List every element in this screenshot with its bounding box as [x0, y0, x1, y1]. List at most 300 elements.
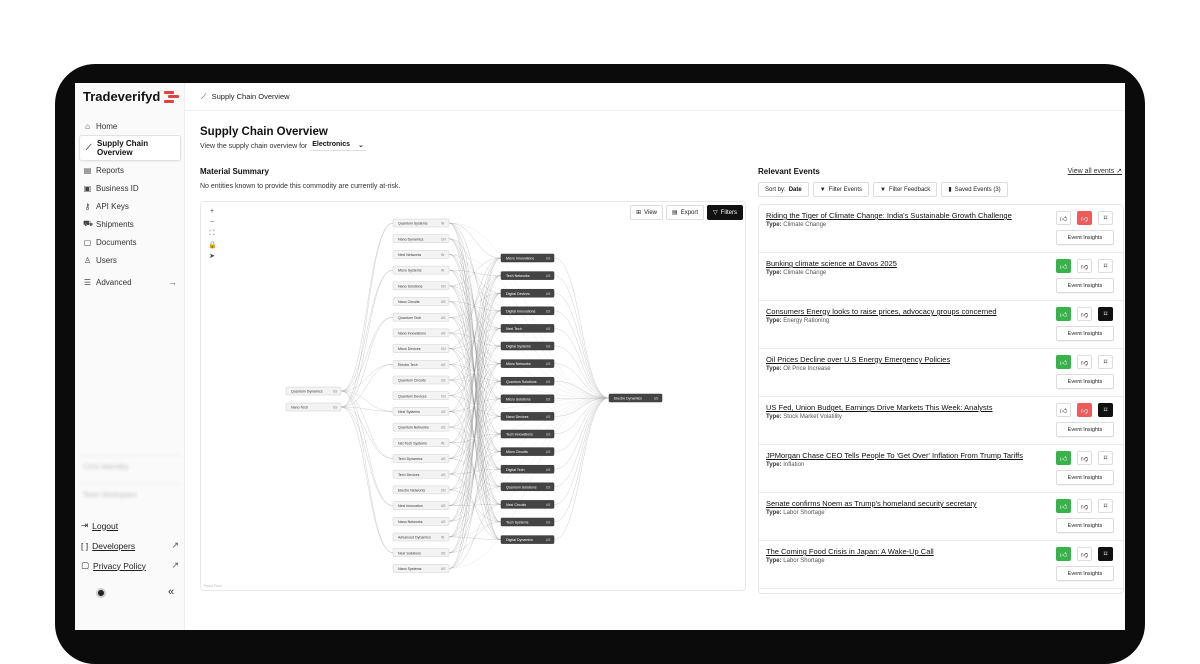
event-type-label: Type:: [766, 462, 782, 468]
bookmark-button[interactable]: [1098, 451, 1113, 465]
bookmark-button[interactable]: [1098, 211, 1113, 225]
node-country: US: [546, 256, 551, 261]
sort-label: Sort by:: [765, 186, 786, 193]
fit-view-icon[interactable]: ⛶: [209, 230, 215, 237]
diagram-node[interactable]: [501, 430, 554, 438]
node-country: US: [441, 567, 446, 571]
diagram-node[interactable]: [393, 298, 449, 306]
event-item: [759, 301, 1123, 349]
node-label: Nexi Circuits: [506, 503, 527, 507]
bookmark-icon: ⌑: [1103, 407, 1108, 414]
diagram-node[interactable]: [393, 392, 449, 400]
node-country: US: [441, 378, 446, 383]
diagram-node[interactable]: [501, 465, 554, 473]
external-link-icon: ↗: [171, 560, 179, 570]
view-all-events-link[interactable]: View all events ↗: [1067, 168, 1122, 175]
thumbs-up-button[interactable]: [1056, 403, 1071, 417]
node-country: IN: [441, 441, 445, 446]
thumbs-up-icon: 👍︎: [1059, 215, 1068, 223]
node-label: Quantum Devices: [398, 394, 427, 399]
thumbs-up-button[interactable]: [1056, 355, 1071, 369]
breadcrumb: [185, 83, 1125, 111]
thumbs-up-button[interactable]: [1056, 259, 1071, 273]
event-filters: [758, 182, 1008, 197]
diagram-node[interactable]: [393, 360, 449, 368]
thumbs-down-icon: 👎︎: [1080, 407, 1089, 415]
view-button[interactable]: [630, 205, 663, 220]
diagram-node[interactable]: [393, 533, 449, 541]
sidebar-item-home[interactable]: [79, 117, 181, 135]
node-label: Tech Networks: [506, 274, 530, 279]
diagram-node[interactable]: [286, 387, 341, 395]
event-type-value: Inflation: [783, 462, 805, 468]
bookmark-icon: ▮: [948, 187, 952, 193]
thumbs-up-button[interactable]: [1056, 307, 1071, 321]
sidebar-item-label: Users: [96, 255, 117, 265]
sidebar-item-users[interactable]: [79, 251, 181, 269]
node-label: Nexi Networks: [398, 253, 422, 257]
sidebar-nav: [79, 117, 181, 291]
event-insights-button[interactable]: Event Insights: [1056, 326, 1114, 341]
node-country: US: [546, 415, 551, 419]
event-type-label: Type:: [766, 510, 782, 516]
thumbs-down-button[interactable]: [1077, 307, 1092, 321]
node-country: US: [441, 504, 446, 509]
node-country: US: [546, 327, 551, 331]
node-country: US: [546, 467, 551, 472]
diagram-node[interactable]: [393, 266, 449, 274]
node-country: US: [441, 457, 446, 462]
arrow-right-icon: →: [168, 277, 177, 287]
sidebar-item-documents[interactable]: [79, 233, 181, 251]
event-item: [759, 541, 1123, 589]
thumbs-down-button[interactable]: [1077, 259, 1092, 273]
node-country: US: [441, 519, 446, 524]
event-list: [758, 204, 1124, 594]
material-summary-note: No entities known to provide this commodity are currently at-risk.: [200, 183, 401, 190]
sidebar-item-reports[interactable]: [79, 161, 181, 179]
external-link-icon: ↗: [171, 540, 179, 550]
bookmark-icon: ⌑: [1103, 311, 1108, 318]
event-type-label: Type:: [766, 270, 782, 276]
bookmark-icon: ⌑: [1103, 455, 1108, 462]
node-country: IN: [441, 268, 445, 273]
thumbs-up-icon: 👍︎: [1059, 263, 1068, 271]
event-type-value: Labor Shortage: [783, 558, 825, 564]
filter-icon: ▽: [713, 210, 718, 216]
bookmark-icon: ⌑: [1103, 359, 1108, 366]
node-label: Tech Innovations: [506, 432, 533, 437]
chart-line-icon: ⟋: [201, 91, 207, 101]
filter-icon: ▼: [819, 186, 826, 193]
chevron-down-icon: ⌄: [358, 142, 364, 149]
node-country: CN: [441, 237, 446, 242]
bookmark-button[interactable]: [1098, 259, 1113, 273]
node-country: US: [546, 344, 551, 349]
event-insights-button[interactable]: Event Insights: [1056, 422, 1114, 437]
thumbs-down-button[interactable]: [1077, 547, 1092, 561]
event-type: [766, 510, 825, 516]
lock-icon[interactable]: 🔒: [208, 242, 217, 249]
node-label: Micro Innovations: [506, 256, 535, 261]
filter-feedback-button[interactable]: [873, 182, 937, 197]
diagram-node[interactable]: [393, 439, 449, 447]
diagram-node[interactable]: [393, 517, 449, 525]
breadcrumb-current: Supply Chain Overview: [211, 92, 290, 101]
thumbs-down-button[interactable]: [1077, 499, 1092, 513]
diagram-node[interactable]: [609, 394, 662, 402]
developers-label: Developers: [92, 540, 136, 551]
event-type: [766, 414, 842, 420]
thumbs-up-button[interactable]: [1056, 499, 1071, 513]
event-insights-button[interactable]: Event Insights: [1056, 230, 1114, 245]
node-label: Quantum Systems: [398, 221, 428, 226]
event-title-link[interactable]: Consumers Energy looks to raise prices, advocacy groups concerned: [766, 307, 997, 316]
node-country: US: [546, 274, 551, 279]
diagram-node[interactable]: [501, 377, 554, 385]
diagram-node[interactable]: [501, 518, 554, 526]
diagram-node[interactable]: [501, 360, 554, 368]
event-type-label: Type:: [766, 414, 782, 420]
node-country: US: [441, 551, 446, 556]
thumbs-down-button[interactable]: [1077, 403, 1092, 417]
app-screen: [75, 83, 1125, 630]
node-label: Nexi Systems: [398, 410, 420, 414]
logo-mark-icon: [164, 90, 180, 104]
privacy-policy-link[interactable]: [81, 560, 179, 571]
logout-link[interactable]: [81, 520, 179, 531]
diagram-node[interactable]: [501, 483, 554, 491]
node-label: Digital Systems: [506, 344, 531, 349]
node-country: IN: [441, 535, 445, 540]
logout-label: Logout: [92, 520, 119, 531]
event-title-link[interactable]: Bunking climate science at Davos 2025: [766, 259, 897, 268]
file-export-icon: ▤: [672, 210, 678, 216]
node-label: Net Tech Systems: [398, 441, 427, 446]
node-label: Micro Devices: [398, 347, 421, 352]
node-country: IN: [441, 253, 445, 257]
event-title-link[interactable]: The Coming Food Crisis in Japan: A Wake-Up Call: [766, 547, 934, 556]
node-country: US: [546, 485, 551, 490]
node-label: Nano Dynamics: [398, 237, 424, 242]
bookmark-button[interactable]: [1098, 547, 1113, 561]
diagram-node[interactable]: [393, 219, 449, 227]
diagram-node[interactable]: [501, 324, 554, 332]
node-label: Quantum Dynamics: [291, 389, 323, 394]
diagram-node[interactable]: [501, 254, 554, 262]
node-label: Nano Solutions: [398, 284, 423, 289]
node-label: Nano Devices: [506, 415, 529, 419]
thumbs-up-button[interactable]: [1056, 451, 1071, 465]
diagram-node[interactable]: [501, 272, 554, 280]
event-insights-button[interactable]: Event Insights: [1056, 470, 1114, 485]
event-type: [766, 366, 831, 372]
node-label: Advanced Dynamics: [398, 535, 431, 540]
event-title-link[interactable]: Riding the Tiger of Climate Change: India's Sustainable Growth Challenge: [766, 211, 1012, 220]
event-item: [759, 205, 1123, 253]
node-country: CN: [441, 394, 446, 399]
subtitle-prefix: View the supply chain overview for: [200, 142, 308, 150]
node-label: Micro Networks: [506, 362, 531, 367]
supply-chain-graph[interactable]: [201, 202, 746, 591]
diagram-node[interactable]: [393, 486, 449, 494]
node-country: US: [546, 432, 551, 437]
collapse-sidebar-button[interactable]: «: [168, 586, 175, 598]
node-country: US: [546, 450, 551, 455]
node-country: US: [546, 397, 551, 402]
view-button-label: View: [644, 209, 658, 216]
diagram-node[interactable]: [393, 376, 449, 384]
node-country: CN: [441, 284, 446, 289]
node-label: Nexi Innovation: [398, 504, 423, 509]
event-type-value: Oil Price Increase: [783, 366, 831, 372]
saved-events-button[interactable]: [941, 182, 1007, 197]
node-country: US: [546, 379, 551, 384]
sidebar-item-business-id[interactable]: [79, 179, 181, 197]
diagram-node[interactable]: [501, 412, 554, 420]
sidebar-item-label: Supply Chain Overview: [97, 139, 149, 157]
node-country: US: [441, 410, 446, 414]
thumbs-down-icon: 👎︎: [1080, 359, 1089, 367]
event-type-value: Stock Market Volatility: [783, 414, 842, 420]
node-country: US: [333, 389, 338, 394]
event-type-value: Energy Rationing: [783, 318, 830, 324]
supply-chain-diagram[interactable]: [200, 201, 746, 591]
node-country: US: [441, 300, 446, 305]
node-label: Digital Innovations: [506, 309, 536, 314]
developers-link[interactable]: [81, 540, 179, 551]
thumbs-up-button[interactable]: [1056, 211, 1071, 225]
sidebar-item-advanced[interactable]: [79, 273, 181, 291]
node-country: US: [441, 331, 446, 336]
thumbs-up-icon: 👍︎: [1059, 551, 1068, 559]
diagram-node[interactable]: [501, 448, 554, 456]
node-label: Nexi Tech: [506, 327, 522, 331]
sort-by-button[interactable]: [758, 182, 809, 197]
id-card-icon: ▣: [83, 183, 92, 193]
diagram-node[interactable]: [393, 235, 449, 243]
event-type-label: Type:: [766, 222, 782, 228]
bookmark-button[interactable]: [1098, 499, 1113, 513]
bookmark-icon: ⌑: [1103, 263, 1108, 270]
event-item: [759, 349, 1123, 397]
node-label: Micro Circuits: [506, 450, 528, 455]
diagram-node[interactable]: [393, 407, 449, 415]
bookmark-button[interactable]: [1098, 355, 1113, 369]
chart-line-icon: ⟋: [85, 143, 92, 152]
filter-icon: ▼: [880, 186, 886, 193]
node-country: CN: [441, 347, 446, 352]
thumbs-up-icon: 👍︎: [1059, 407, 1068, 415]
diagram-node[interactable]: [501, 289, 554, 297]
sidebar-item-label: Documents: [96, 237, 137, 247]
event-insights-button[interactable]: Event Insights: [1056, 566, 1114, 581]
code-brackets-icon: [ ]: [81, 540, 89, 551]
node-country: US: [546, 503, 551, 507]
bookmark-button[interactable]: [1098, 403, 1113, 417]
sidebar-item-shipments[interactable]: [79, 215, 181, 233]
bookmark-button[interactable]: [1098, 307, 1113, 321]
event-title-link[interactable]: Senate confirms Noem as Trump's homeland security secretary: [766, 499, 977, 508]
event-title-link[interactable]: JPMorgan Chase CEO Tells People To 'Get Over' Inflation From Trump Tariffs: [766, 451, 1023, 460]
diagram-node[interactable]: [393, 564, 449, 572]
diagram-node[interactable]: [393, 250, 449, 258]
diagram-node[interactable]: [501, 536, 554, 544]
diagram-node[interactable]: [393, 423, 449, 431]
document-icon: ▢: [83, 237, 92, 247]
node-country: US: [441, 362, 446, 367]
event-insights-button[interactable]: Event Insights: [1056, 278, 1114, 293]
sidebar-item-label: Shipments: [96, 219, 134, 229]
sidebar-item-api-keys[interactable]: [79, 197, 181, 215]
commodity-select-value: Electronics: [312, 141, 351, 148]
zoom-out-icon[interactable]: −: [209, 219, 215, 226]
diagram-node[interactable]: [393, 502, 449, 510]
event-item: [759, 397, 1123, 445]
thumbs-up-icon: 👍︎: [1059, 503, 1068, 511]
account-name[interactable]: Chris Warmley: [79, 455, 181, 481]
react-flow-attribution[interactable]: React Flow: [204, 584, 222, 588]
main-content: [200, 111, 1125, 630]
pointer-icon[interactable]: ➤: [209, 253, 215, 260]
event-insights-button[interactable]: Event Insights: [1056, 374, 1114, 389]
event-item: [759, 253, 1123, 301]
thumbs-down-icon: 👎︎: [1080, 551, 1089, 559]
diagram-node[interactable]: [501, 500, 554, 508]
event-type: [766, 462, 804, 468]
user-icon: ♙: [83, 255, 92, 265]
sidebar-item-label: API Keys: [96, 201, 129, 211]
event-type-label: Type:: [766, 366, 782, 372]
page-subtitle: [200, 141, 366, 151]
node-country: US: [546, 538, 551, 543]
diagram-node[interactable]: [393, 282, 449, 290]
node-country: US: [654, 396, 659, 401]
filter-events-label: Filter Events: [828, 186, 862, 193]
node-label: Tech Systems: [506, 520, 529, 525]
diagram-node[interactable]: [286, 403, 341, 411]
diagram-node[interactable]: [393, 313, 449, 321]
privacy-policy-label: Privacy Policy: [93, 560, 146, 571]
node-country: US: [441, 472, 446, 477]
thumbs-up-button[interactable]: [1056, 547, 1071, 561]
sidebar-item-label: Home: [96, 121, 118, 131]
relevant-events-title: Relevant Events: [758, 167, 820, 176]
node-country: US: [546, 291, 551, 296]
diagram-node[interactable]: [393, 470, 449, 478]
node-label: Digital Tech: [506, 467, 525, 472]
thumbs-up-icon: 👍︎: [1059, 311, 1068, 319]
diagram-node[interactable]: [501, 307, 554, 315]
node-country: US: [333, 405, 338, 410]
event-title-link[interactable]: Oil Prices Decline over U.S Energy Emergency Policies: [766, 355, 951, 364]
diagram-node[interactable]: [501, 395, 554, 403]
event-type: [766, 222, 826, 228]
event-insights-button[interactable]: Event Insights: [1056, 518, 1114, 533]
node-country: US: [546, 309, 551, 314]
avatar[interactable]: [96, 588, 106, 598]
thumbs-down-icon: 👎︎: [1080, 215, 1089, 223]
event-type-label: Type:: [766, 558, 782, 564]
diagram-node[interactable]: [393, 329, 449, 337]
filters-button[interactable]: [707, 205, 743, 220]
export-button[interactable]: [666, 205, 704, 220]
node-label: Nano Innovations: [398, 331, 426, 336]
event-item: [759, 445, 1123, 493]
node-label: Quantum Networks: [398, 425, 429, 430]
app-logo[interactable]: [83, 89, 180, 104]
node-label: Micro Systems: [398, 268, 422, 273]
diagram-node[interactable]: [501, 342, 554, 350]
zoom-in-icon[interactable]: +: [209, 208, 215, 215]
thumbs-up-icon: 👍︎: [1059, 359, 1068, 367]
node-label: Nano Tech: [291, 405, 309, 410]
logout-icon: ⇥: [81, 520, 89, 530]
diagram-toolbar: [630, 205, 743, 220]
node-label: Tech Devices: [398, 472, 420, 477]
node-label: Quantum Solutions: [506, 485, 537, 490]
thumbs-down-icon: 👎︎: [1080, 503, 1089, 511]
grid-view-icon: ⊞: [636, 210, 642, 216]
node-label: Digital Dynamics: [506, 538, 533, 543]
node-label: Nano Circuits: [398, 300, 420, 305]
thumbs-down-button[interactable]: [1077, 355, 1092, 369]
diagram-node[interactable]: [393, 455, 449, 463]
thumbs-down-icon: 👎︎: [1080, 455, 1089, 463]
thumbs-down-icon: 👎︎: [1080, 311, 1089, 319]
report-icon: ▤: [83, 165, 92, 175]
event-type: [766, 270, 826, 276]
sort-value: Date: [788, 186, 802, 193]
sidebar: [75, 83, 185, 630]
node-label: Quantum Tech: [398, 315, 422, 320]
home-icon: ⌂: [85, 121, 90, 131]
event-title-link[interactable]: US Fed, Union Budget, Earnings Drive Markets This Week: Analysts: [766, 403, 993, 412]
filters-button-label: Filters: [720, 209, 737, 216]
workspace-name[interactable]: Team Workspace: [79, 483, 181, 509]
sliders-icon: ☰: [83, 277, 92, 287]
diagram-node[interactable]: [393, 345, 449, 353]
node-label: Digital Devices: [506, 291, 530, 296]
sidebar-item-label: Business ID: [96, 183, 139, 193]
filter-events-button[interactable]: [813, 182, 869, 197]
graph-edges: [341, 223, 609, 568]
event-type-value: Climate Change: [783, 222, 827, 228]
node-country: US: [546, 362, 551, 367]
event-type-value: Labor Shortage: [783, 510, 825, 516]
thumbs-down-button[interactable]: [1077, 451, 1092, 465]
bookmark-icon: ⌑: [1103, 215, 1108, 222]
thumbs-down-button[interactable]: [1077, 211, 1092, 225]
filter-feedback-label: Filter Feedback: [888, 186, 931, 193]
node-label: Quantum Solutions: [506, 379, 537, 384]
node-country: IN: [441, 221, 445, 226]
node-label: Nano Networks: [398, 519, 423, 524]
node-label: Quantum Circuits: [398, 378, 426, 383]
page-title: Supply Chain Overview: [200, 126, 328, 138]
node-country: US: [441, 315, 446, 320]
commodity-select[interactable]: [310, 141, 366, 151]
app-name: Tradeverifyd: [83, 89, 161, 104]
diagram-node[interactable]: [393, 549, 449, 557]
node-country: US: [441, 425, 446, 430]
sidebar-item-label: Advanced: [96, 277, 132, 287]
thumbs-up-icon: 👍︎: [1059, 455, 1068, 463]
sidebar-item-supply-chain-overview[interactable]: [79, 135, 181, 161]
node-label: Nexi Solutions: [398, 551, 421, 556]
node-label: Electro Networks: [398, 488, 426, 493]
bookmark-icon: ⌑: [1103, 503, 1108, 510]
